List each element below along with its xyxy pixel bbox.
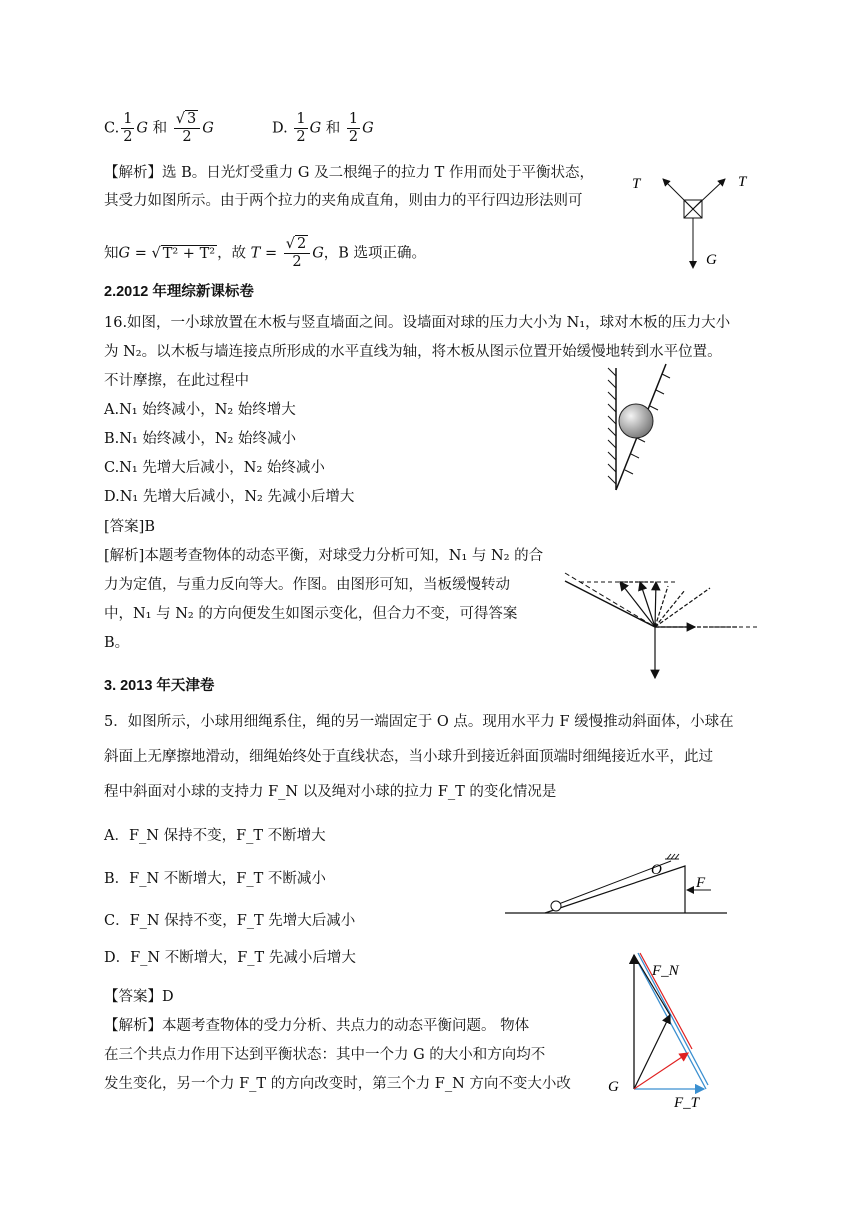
label-t-left: T (632, 176, 641, 192)
s2-ball-wall-figure (600, 358, 680, 498)
q1-analysis-line3: 知G = √ T² + T² ，故 T = $\frac{√ 2}{2}$ G，B 选项正确。 (104, 236, 427, 270)
label-g: G (706, 252, 717, 268)
s2-question-line3: 不计摩擦，在此过程中 (104, 373, 249, 389)
s2-option-c: C.N₁ 先增大后减小，N₂ 始终减小 (104, 460, 325, 476)
q1-analysis-line1: 【解析】选 B。日光灯受重力 G 及二根绳子的拉力 T 作用而处于平衡状态， (104, 165, 594, 181)
s3-question-line2: 斜面上无摩擦地滑动，细绳始终处于直线状态，当小球升到接近斜面顶端时细绳接近水平，此过 (104, 749, 713, 765)
s2-analysis-line4: B。 (104, 635, 130, 651)
s3-question-line1: 5．如图所示，小球用细绳系住，绳的另一端固定于 O 点。现用水平力 F 缓慢推动斜面体，小球在 (104, 714, 734, 730)
s2-answer: [答案]B (104, 519, 155, 535)
s2-analysis-line2: 力为定值，与重力反向等大。作图。由图形可知，当板缓慢转动 (104, 577, 510, 593)
s2-option-b: B.N₁ 始终减小，N₂ 始终减小 (104, 431, 296, 447)
s2-question-line2: 为 N₂。以木板与墙连接点所形成的水平直线为轴，将木板从图示位置开始缓慢地转到水平位置。 (104, 344, 722, 360)
s3-analysis-line1: 【解析】本题考查物体的受力分析、共点力的动态平衡问题。 物体 (104, 1018, 530, 1034)
section3-title: 3. 2013 年天津卷 (104, 678, 215, 694)
s2-force-diagram (560, 568, 760, 680)
s2-option-d: D.N₁ 先增大后减小，N₂ 先减小后增大 (104, 489, 355, 505)
s3-analysis-line2: 在三个共点力作用下达到平衡状态：其中一个力 G 的大小和方向均不 (104, 1047, 546, 1063)
s3-option-a: A．F_N 保持不变，F_T 不断增大 (104, 828, 326, 844)
option-d: D. $\frac{1}{2}$ G 和 $\frac{1}{2}$ G (272, 111, 374, 145)
label-fn: F_N (652, 963, 679, 979)
s2-analysis-line3: 中，N₁ 与 N₂ 的方向便发生如图示变化，但合力不变，可得答案 (104, 606, 518, 622)
s3-force-triangle (600, 945, 720, 1110)
q1-analysis-line2: 其受力如图所示。由于两个拉力的夹角成直角，则由力的平行四边形法则可 (104, 193, 583, 209)
q1-force-figure (628, 170, 758, 270)
s3-option-d: D．F_N 不断增大，F_T 先减小后增大 (104, 950, 356, 966)
s3-analysis-line3: 发生变化，另一个力 F_T 的方向改变时，第三个力 F_N 方向不变大小改 (104, 1076, 571, 1092)
label-f: F (696, 875, 706, 891)
section2-title: 2.2012 年理综新课标卷 (104, 284, 254, 300)
s3-option-c: C．F_N 保持不变，F_T 先增大后减小 (104, 913, 356, 929)
s2-option-a: A.N₁ 始终减小，N₂ 始终增大 (104, 402, 296, 418)
s3-question-line3: 程中斜面对小球的支持力 F_N 以及绳对小球的拉力 F_T 的变化情况是 (104, 784, 557, 800)
label-o: O (651, 862, 662, 878)
label-ft: F_T (674, 1095, 700, 1111)
s2-question-line1: 16.如图，一小球放置在木板与竖直墙面之间。设墙面对球的压力大小为 N₁，球对木板的压力大小 (104, 315, 731, 331)
label-g2: G (608, 1079, 619, 1095)
label-t-right: T (738, 174, 747, 190)
option-c: C. $\frac{1}{2}$ G 和 $\frac{√ 3}{2}$ G (104, 111, 214, 145)
s3-answer: 【答案】D (104, 989, 174, 1005)
s2-analysis-line1: [解析]本题考查物体的动态平衡，对球受力分析可知，N₁ 与 N₂ 的合 (104, 548, 544, 564)
s3-incline-figure (505, 850, 730, 920)
s3-option-b: B．F_N 不断增大，F_T 不断减小 (104, 871, 326, 887)
